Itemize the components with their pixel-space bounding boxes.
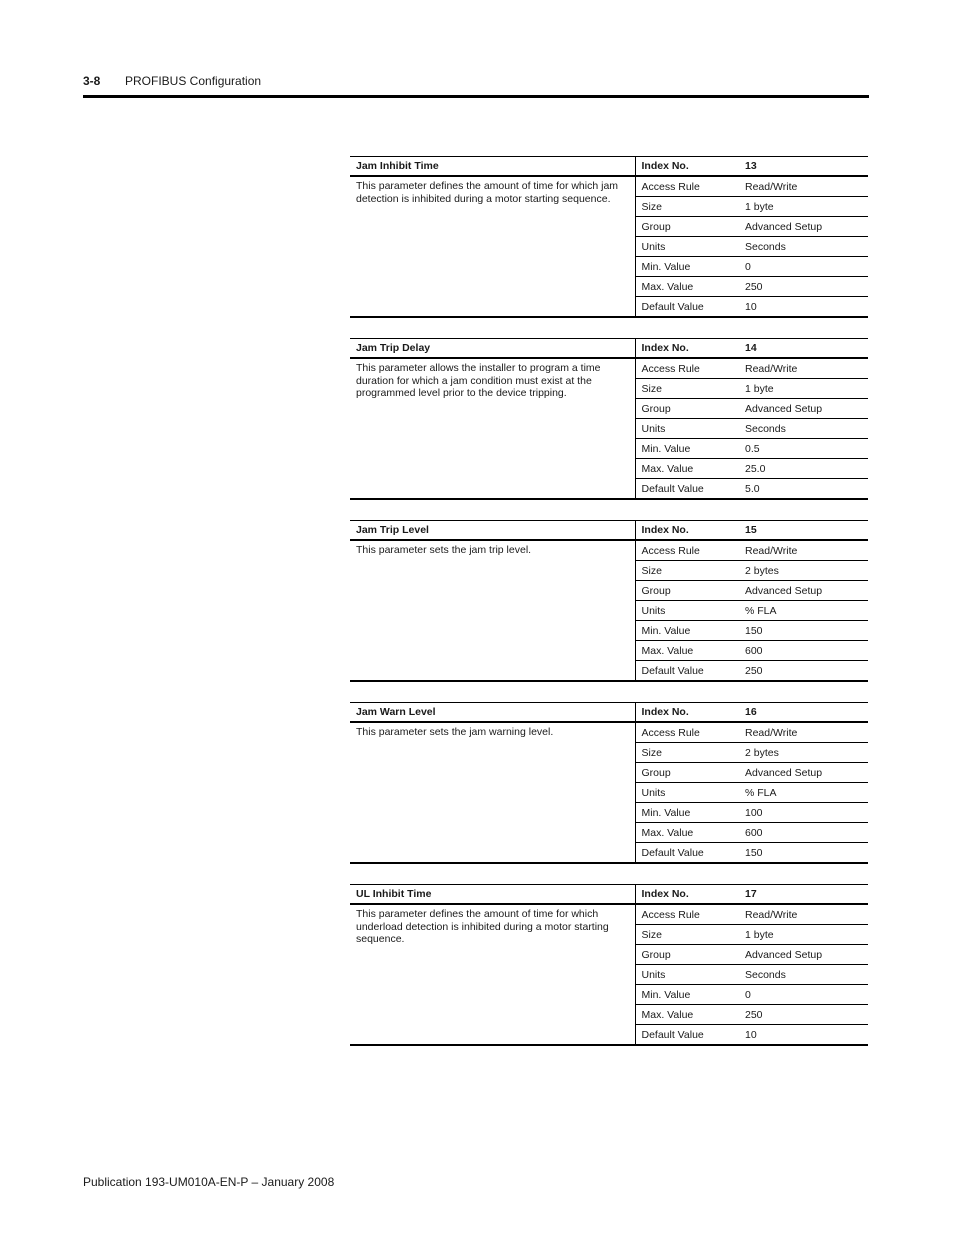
attribute-value: Read/Write	[739, 904, 868, 925]
attribute-value: Seconds	[739, 419, 868, 439]
parameter-description: This parameter sets the jam warning level.	[350, 722, 635, 863]
attribute-value: 10	[739, 297, 868, 318]
attribute-row	[350, 540, 868, 561]
attribute-value: 1 byte	[739, 379, 868, 399]
attribute-value: 10	[739, 1025, 868, 1046]
index-label: Index No.	[635, 521, 739, 541]
attribute-value: Read/Write	[739, 358, 868, 379]
attribute-value: 1 byte	[739, 197, 868, 217]
index-label: Index No.	[635, 885, 739, 905]
attribute-value: 150	[739, 621, 868, 641]
index-label: Index No.	[635, 703, 739, 723]
attribute-label: Size	[635, 379, 739, 399]
attribute-label: Min. Value	[635, 621, 739, 641]
attribute-row	[350, 176, 868, 197]
attribute-value: Seconds	[739, 965, 868, 985]
attribute-label: Units	[635, 237, 739, 257]
attribute-value: Advanced Setup	[739, 217, 868, 237]
parameter-name: UL Inhibit Time	[356, 888, 432, 900]
parameter-header-row	[350, 885, 868, 905]
attribute-value: 2 bytes	[739, 743, 868, 763]
attribute-label: Max. Value	[635, 823, 739, 843]
attribute-value: 5.0	[739, 479, 868, 500]
attribute-label: Group	[635, 945, 739, 965]
attribute-value: 250	[739, 661, 868, 682]
attribute-value: 250	[739, 277, 868, 297]
parameter-tables	[350, 156, 868, 1066]
parameter-name: Jam Trip Level	[356, 524, 429, 536]
attribute-label: Default Value	[635, 843, 739, 864]
index-number: 17	[745, 888, 757, 900]
parameter-description: This parameter sets the jam trip level.	[350, 540, 635, 681]
attribute-label: Units	[635, 601, 739, 621]
attribute-label: Max. Value	[635, 277, 739, 297]
attribute-label: Max. Value	[635, 641, 739, 661]
attribute-value: 0	[739, 985, 868, 1005]
parameter-description: This parameter allows the installer to program a time duration for which a jam condition must exist at the programmed level prior to the device tripping.	[350, 358, 635, 499]
index-label: Index No.	[635, 157, 739, 177]
attribute-label: Access Rule	[635, 904, 739, 925]
attribute-value: 0.5	[739, 439, 868, 459]
parameter-header-row	[350, 521, 868, 541]
attribute-label: Min. Value	[635, 803, 739, 823]
attribute-value: Advanced Setup	[739, 399, 868, 419]
page-number: 3-8	[83, 74, 101, 88]
attribute-label: Access Rule	[635, 176, 739, 197]
attribute-label: Size	[635, 743, 739, 763]
attribute-value: 150	[739, 843, 868, 864]
parameter-description: This parameter defines the amount of time for which jam detection is inhibited during a motor starting sequence.	[350, 176, 635, 317]
attribute-label: Max. Value	[635, 1005, 739, 1025]
parameter-name: Jam Warn Level	[356, 706, 436, 718]
parameter-table	[350, 520, 868, 682]
parameter-table	[350, 702, 868, 864]
attribute-row	[350, 904, 868, 925]
attribute-value: 250	[739, 1005, 868, 1025]
attribute-value: Read/Write	[739, 722, 868, 743]
attribute-label: Default Value	[635, 479, 739, 500]
attribute-value: Seconds	[739, 237, 868, 257]
parameter-header-row	[350, 339, 868, 359]
attribute-value: 2 bytes	[739, 561, 868, 581]
attribute-label: Max. Value	[635, 459, 739, 479]
attribute-row	[350, 722, 868, 743]
attribute-value: 600	[739, 823, 868, 843]
attribute-label: Size	[635, 197, 739, 217]
parameter-description: This parameter defines the amount of time for which underload detection is inhibited during a motor starting sequence.	[350, 904, 635, 1045]
attribute-label: Access Rule	[635, 540, 739, 561]
attribute-value: 0	[739, 257, 868, 277]
page-header	[83, 72, 869, 98]
parameter-table	[350, 338, 868, 500]
attribute-label: Access Rule	[635, 358, 739, 379]
section-title: PROFIBUS Configuration	[125, 74, 262, 88]
attribute-label: Default Value	[635, 661, 739, 682]
attribute-label: Size	[635, 925, 739, 945]
parameter-header-row	[350, 157, 868, 177]
parameter-name: Jam Trip Delay	[356, 342, 431, 354]
attribute-row	[350, 358, 868, 379]
attribute-label: Units	[635, 965, 739, 985]
attribute-value: % FLA	[739, 783, 868, 803]
attribute-label: Group	[635, 581, 739, 601]
attribute-value: 1 byte	[739, 925, 868, 945]
parameter-header-row	[350, 703, 868, 723]
attribute-label: Units	[635, 783, 739, 803]
attribute-label: Default Value	[635, 1025, 739, 1046]
attribute-value: 600	[739, 641, 868, 661]
attribute-value: Read/Write	[739, 176, 868, 197]
attribute-label: Group	[635, 763, 739, 783]
attribute-label: Min. Value	[635, 439, 739, 459]
attribute-value: % FLA	[739, 601, 868, 621]
publication-footer: Publication 193-UM010A-EN-P – January 2008	[83, 1175, 335, 1189]
parameter-name: Jam Inhibit Time	[356, 160, 439, 172]
attribute-label: Size	[635, 561, 739, 581]
attribute-value: Advanced Setup	[739, 763, 868, 783]
attribute-value: Advanced Setup	[739, 581, 868, 601]
attribute-value: Advanced Setup	[739, 945, 868, 965]
attribute-label: Min. Value	[635, 257, 739, 277]
attribute-label: Access Rule	[635, 722, 739, 743]
attribute-label: Units	[635, 419, 739, 439]
attribute-value: 25.0	[739, 459, 868, 479]
index-number: 16	[745, 706, 757, 718]
attribute-value: Read/Write	[739, 540, 868, 561]
parameter-table	[350, 156, 868, 318]
index-number: 13	[745, 160, 757, 172]
attribute-label: Group	[635, 399, 739, 419]
attribute-label: Default Value	[635, 297, 739, 318]
index-number: 14	[745, 342, 757, 354]
attribute-label: Min. Value	[635, 985, 739, 1005]
index-number: 15	[745, 524, 757, 536]
parameter-table	[350, 884, 868, 1046]
attribute-label: Group	[635, 217, 739, 237]
index-label: Index No.	[635, 339, 739, 359]
attribute-value: 100	[739, 803, 868, 823]
